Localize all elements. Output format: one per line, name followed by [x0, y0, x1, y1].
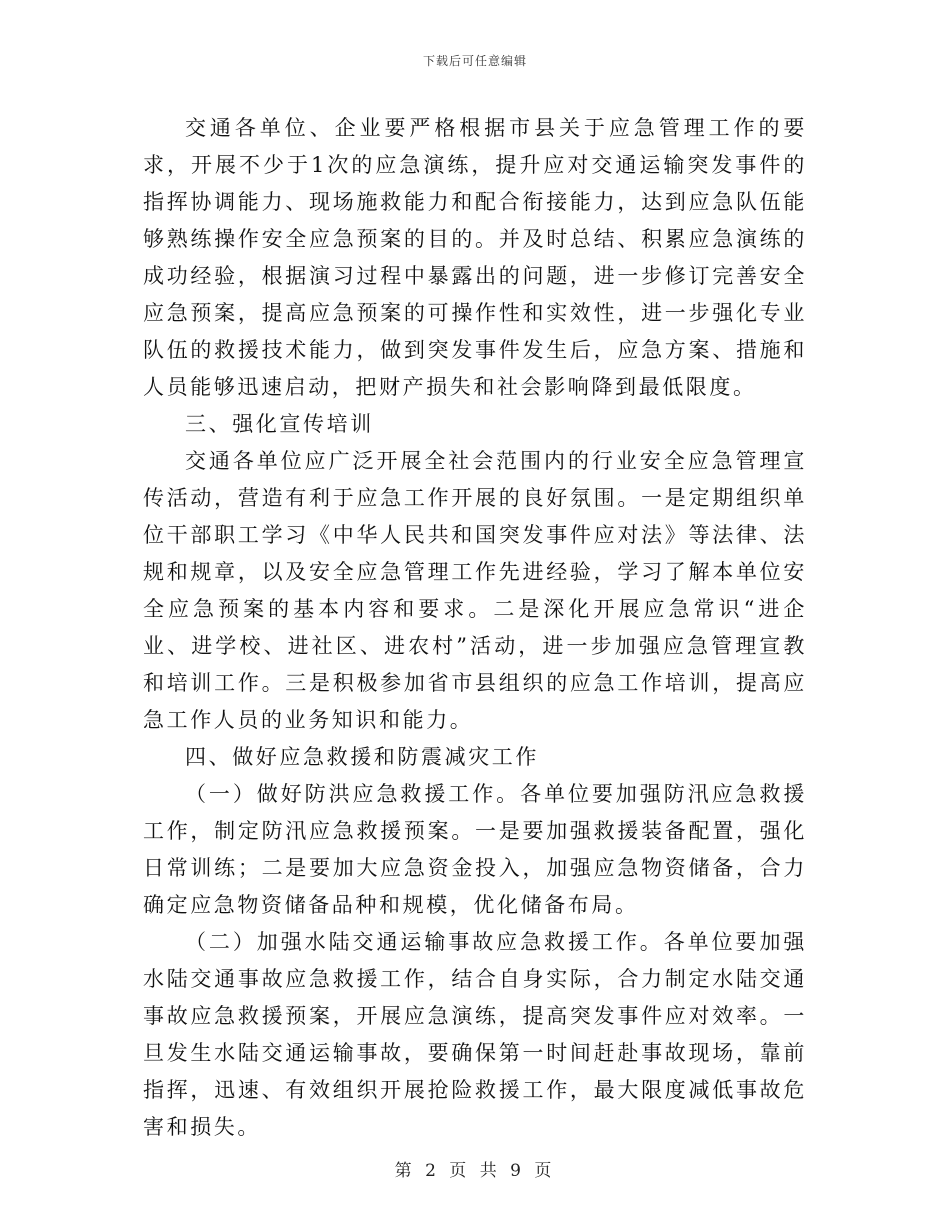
section-heading-rescue-disaster: 四、做好应急救援和防震减灾工作 [185, 745, 539, 769]
section-heading-publicity-training: 三、强化宣传培训 [185, 412, 374, 436]
paragraph-drill: 交通各单位、企业要严格根据市县关于应急管理工作的要求，开展不少于1次的应急演练，提升应对交通运输突发事件的指挥协调能力、现场施救能力和配合衔接能力，达到应急队伍能够熟练操作安全应急预案的目的。并及时总结、积累应急演练的成功经验，根据演习过程中暴露出的问题，进一步修订完善安全应急预案，提高应急预案的可操作性和实效性，进一步强化专业队伍的救援技术能力，做到突发事件发生后，应急方案、措施和人员能够迅速启动，把财产损失和社会影响降到最低限度。 [143, 116, 807, 399]
paragraph-traffic-accident-rescue: （二）加强水陆交通运输事故应急救援工作。各单位要加强水陆交通事故应急救援工作，结合自身实际，合力制定水陆交通事故应急救援预案，开展应急演练，提高突发事件应对效率。一旦发生水陆交通运输事故，要确保第一时间赶赴事故现场，靠前指挥，迅速、有效组织开展抢险救援工作，最大限度减低事故危害和损失。 [143, 930, 807, 1139]
document-body [143, 110, 807, 1146]
paragraph-publicity: 交通各单位应广泛开展全社会范围内的行业安全应急管理宣传活动，营造有利于应急工作开展的良好氛围。一是定期组织单位干部职工学习《中华人民共和国突发事件应对法》等法律、法规和规章，以及安全应急管理工作先进经验，学习了解本单位安全应急预案的基本内容和要求。二是深化开展应急常识“进企业、进学校、进社区、进农村”活动，进一步加强应急管理宣教和培训工作。三是积极参加省市县组织的应急工作培训，提高应急工作人员的业务知识和能力。 [143, 449, 807, 732]
page-number: 第 2 页 共 9 页 [394, 1161, 556, 1181]
page-header-note: 下载后可任意编辑 [422, 54, 527, 68]
paragraph-flood-rescue: （一）做好防洪应急救援工作。各单位要加强防汛应急救援工作，制定防汛应急救援预案。一是要加强救援装备配置，强化日常训练；二是要加大应急资金投入，加强应急物资储备，合力确定应急物资储备品种和规模，优化储备布局。 [143, 782, 807, 917]
